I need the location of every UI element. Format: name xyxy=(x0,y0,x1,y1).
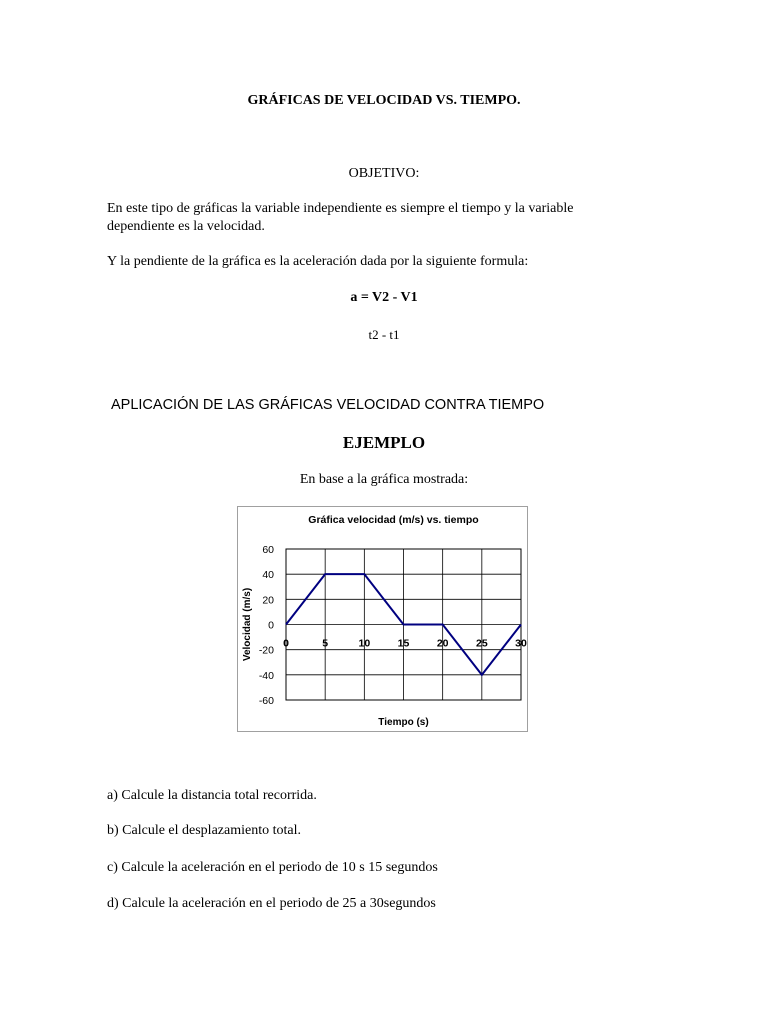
y-tick-label: 60 xyxy=(262,544,274,556)
velocity-time-chart xyxy=(237,506,528,732)
x-tick-label: 20 xyxy=(436,637,449,650)
paragraph-definition-line-1: En este tipo de gráficas la variable independiente es siempre el tiempo y la variable xyxy=(107,201,574,216)
paragraph-definition-line-2: dependiente es la velocidad. xyxy=(107,219,265,234)
y-tick-label: 0 xyxy=(268,619,274,632)
paragraph-slope: Y la pendiente de la gráfica es la aceleración dada por la siguiente formula: xyxy=(107,254,529,269)
chart-title: Gráfica velocidad (m/s) vs. tiempo xyxy=(308,514,479,526)
formula-denominator: t2 - t1 xyxy=(368,327,400,342)
x-tick-label: 30 xyxy=(515,637,527,650)
ejemplo-heading: EJEMPLO xyxy=(342,433,426,452)
question-d: d) Calcule la aceleración en el periodo de 25 a 30segundos xyxy=(107,896,436,911)
x-tick-label: 0 xyxy=(283,637,289,650)
aplicacion-heading: APLICACIÓN DE LAS GRÁFICAS VELOCIDAD CONTRA TIEMPO xyxy=(111,397,545,413)
question-c: c) Calcule la aceleración en el periodo de 10 s 15 segundos xyxy=(107,860,438,875)
x-tick-label: 25 xyxy=(475,637,488,650)
question-b: b) Calcule el desplazamiento total. xyxy=(107,823,301,838)
intro-line: En base a la gráfica mostrada: xyxy=(299,472,469,487)
y-tick-label: -60 xyxy=(258,695,274,707)
y-tick-label: -20 xyxy=(258,644,274,657)
page-title: GRÁFICAS DE VELOCIDAD VS. TIEMPO. xyxy=(247,93,521,108)
y-axis-label: Velocidad (m/s) xyxy=(242,587,253,662)
paragraph-definition xyxy=(107,200,627,236)
objetivo-heading: OBJETIVO: xyxy=(348,166,420,181)
chart-svg xyxy=(238,507,527,731)
x-axis-label: Tiempo (s) xyxy=(378,717,429,728)
question-a: a) Calcule la distancia total recorrida. xyxy=(107,788,317,803)
x-tick-label: 15 xyxy=(397,637,410,650)
formula-numerator: a = V2 - V1 xyxy=(350,290,418,305)
y-tick-label: -40 xyxy=(258,669,274,682)
x-tick-label: 10 xyxy=(358,637,371,650)
y-tick-label: 20 xyxy=(262,594,274,607)
x-tick-label: 5 xyxy=(322,637,329,650)
y-tick-label: 40 xyxy=(262,569,274,582)
